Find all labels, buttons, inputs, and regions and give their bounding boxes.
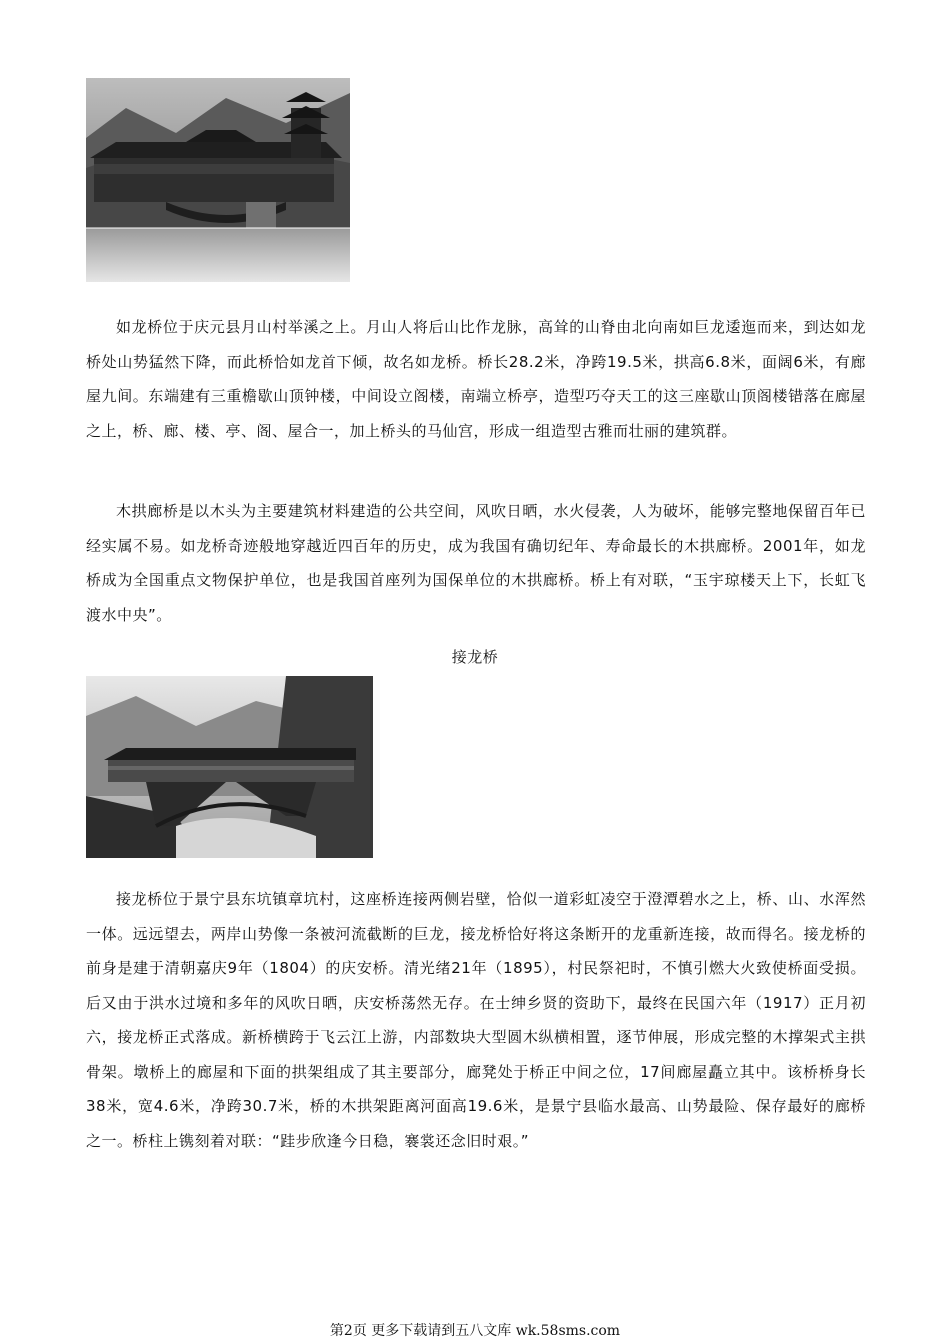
jielong-bridge-photo [86, 676, 373, 858]
paragraph-jielong-bridge: 接龙桥位于景宁县东坑镇章坑村，这座桥连接两侧岩壁，恰似一道彩虹凌空于澄潭碧水之上，桥、山、水浑然一体。远远望去，两岸山势像一条被河流截断的巨龙，接龙桥恰好将这条断开的龙重新连接，故而得名。接龙桥的前身是建于清朝嘉庆9年（1804）的庆安桥。清光绪21年（1895），村民祭祀时，不慎引燃大火致使桥面受损。后又由于洪水过境和多年的风吹日晒，庆安桥荡然无存。在士绅乡贤的资助下，最终在民国六年（1917）正月初六，接龙桥正式落成。新桥横跨于飞云江上游，内部数块大型圆木纵横相置，逐节伸展，形成完整的木撑架式主拱骨架。墩桥上的廊屋和下面的拱架组成了其主要部分，廊凳处于桥正中间之位，17间廊屋矗立其中。该桥桥身长38米，宽4.6米，净跨30.7米，桥的木拱架距离河面高19.6米，是景宁县临水最高、山势最险、保存最好的廊桥之一。桥柱上镌刻着对联：“跬步欣逢今日稳，褰裳还念旧时艰。” [86, 890, 866, 1150]
section-title-jielong-bridge: 接龙桥 [451, 648, 499, 666]
paragraph-wooden-arch-bridge: 木拱廊桥是以木头为主要建筑材料建造的公共空间，风吹日晒，水火侵袭，人为破坏，能够完整地保留百年已经实属不易。如龙桥奇迹般地穿越近四百年的历史，成为我国有确切纪年、寿命最长的木拱廊桥。2001年，如龙桥成为全国重点文物保护单位，也是我国首座列为国保单位的木拱廊桥。桥上有对联，“玉宇琼楼天上下，长虹飞渡水中央”。 [86, 502, 866, 624]
rulong-bridge-photo [86, 78, 350, 282]
paragraph-rulong-bridge: 如龙桥位于庆元县月山村举溪之上。月山人将后山比作龙脉，高耸的山脊由北向南如巨龙逶迤而来，到达如龙桥处山势猛然下降，而此桥恰如龙首下倾，故名如龙桥。桥长28.2米，净跨19.5米，拱高6.8米，面阔6米，有廊屋九间。东端建有三重檐歇山顶钟楼，中间设立阁楼，南端立桥亭，造型巧夺天工的这三座歇山顶阁楼错落在廊屋之上，桥、廊、楼、亭、阁、屋合一，加上桥头的马仙宫，形成一组造型古雅而壮丽的建筑群。 [86, 318, 866, 440]
page-footer: 第2页 更多下载请到五八文库 wk.58sms.com [329, 1323, 621, 1339]
